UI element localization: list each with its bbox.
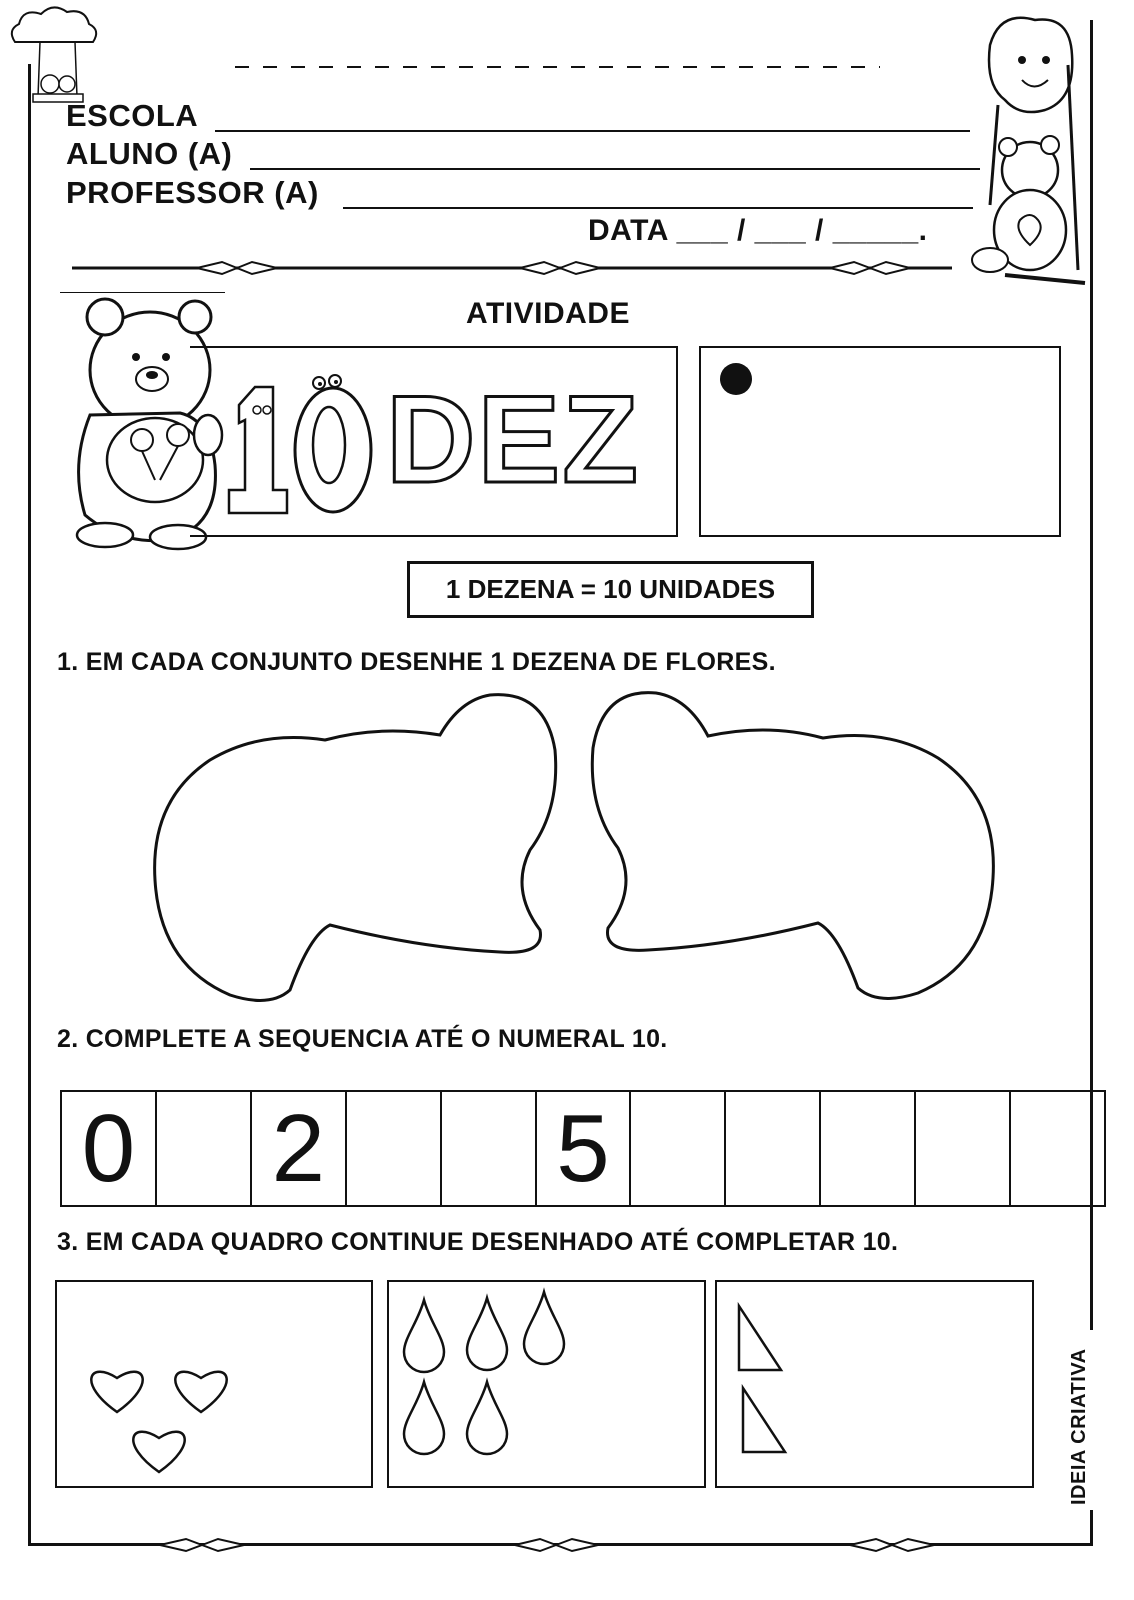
sequence-cell[interactable]: 5: [537, 1092, 632, 1205]
dot-counting-box[interactable]: [699, 346, 1061, 537]
sequence-grid: [60, 1090, 1106, 1207]
sequence-cell[interactable]: [157, 1092, 252, 1205]
credit-text: IDEIA CRIATIVA: [1068, 1348, 1090, 1505]
sequence-cell[interactable]: [821, 1092, 916, 1205]
professor-field[interactable]: [343, 207, 973, 209]
number-digits-text: 10: [300, 515, 302, 516]
ornament-divider-top: [72, 258, 952, 278]
heart-icon: [91, 1372, 142, 1412]
bears-on-swing-illustration: [950, 5, 1100, 300]
frame-top-dashes: [235, 66, 880, 68]
sequence-cell[interactable]: 0: [62, 1092, 157, 1205]
sequence-cell[interactable]: 2: [252, 1092, 347, 1205]
sequence-cell[interactable]: [347, 1092, 442, 1205]
drop-icon: [404, 1382, 444, 1454]
triangle-icon: [743, 1388, 785, 1452]
cloud-swing-illustration: [5, 2, 105, 112]
set-shape-right[interactable]: [588, 688, 998, 1003]
escola-field[interactable]: [215, 130, 970, 132]
frame-left: [28, 64, 31, 1546]
sequence-cell[interactable]: [726, 1092, 821, 1205]
drop-icon: [467, 1298, 507, 1370]
drop-icon: [467, 1382, 507, 1454]
drop-icon: [404, 1300, 444, 1372]
drops-drawing: [387, 1280, 706, 1488]
activity-title: ATIVIDADE: [466, 297, 630, 330]
rule-text: 1 DEZENA = 10 UNIDADES: [445, 574, 776, 604]
sequence-cell[interactable]: [1011, 1092, 1104, 1205]
sequence-cell[interactable]: [442, 1092, 537, 1205]
ornament-divider-bottom: [160, 1535, 960, 1555]
number-word-outline: DEZ: [386, 371, 640, 509]
heart-icon: [175, 1372, 226, 1412]
escola-label: ESCOLA: [66, 98, 199, 133]
set-shape-left[interactable]: [150, 690, 560, 1005]
hearts-drawing: [55, 1280, 373, 1488]
sequence-cell[interactable]: [631, 1092, 726, 1205]
triangle-icon: [739, 1306, 781, 1370]
date-field[interactable]: DATA ___ / ___ / _____.: [588, 214, 928, 247]
question-3-text: 3. EM CADA QUADRO CONTINUE DESENHADO ATÉ COMPLETAR 10.: [57, 1228, 899, 1256]
question-2-text: 2. COMPLETE A SEQUENCIA ATÉ O NUMERAL 10.: [57, 1025, 668, 1053]
counting-dot: [720, 363, 752, 395]
drop-icon: [524, 1292, 564, 1364]
aluno-field[interactable]: [250, 168, 980, 170]
frame-right-lower: [1090, 1510, 1093, 1546]
aluno-label: ALUNO (A): [66, 136, 233, 171]
triangles-drawing: [715, 1280, 1034, 1488]
sequence-cell[interactable]: [916, 1092, 1011, 1205]
thin-rule: [60, 292, 225, 293]
heart-icon: [133, 1432, 184, 1472]
number-10-character: [225, 365, 375, 520]
professor-label: PROFESSOR (A): [66, 175, 319, 210]
question-1-text: 1. EM CADA CONJUNTO DESENHE 1 DEZENA DE FLORES.: [57, 648, 776, 676]
